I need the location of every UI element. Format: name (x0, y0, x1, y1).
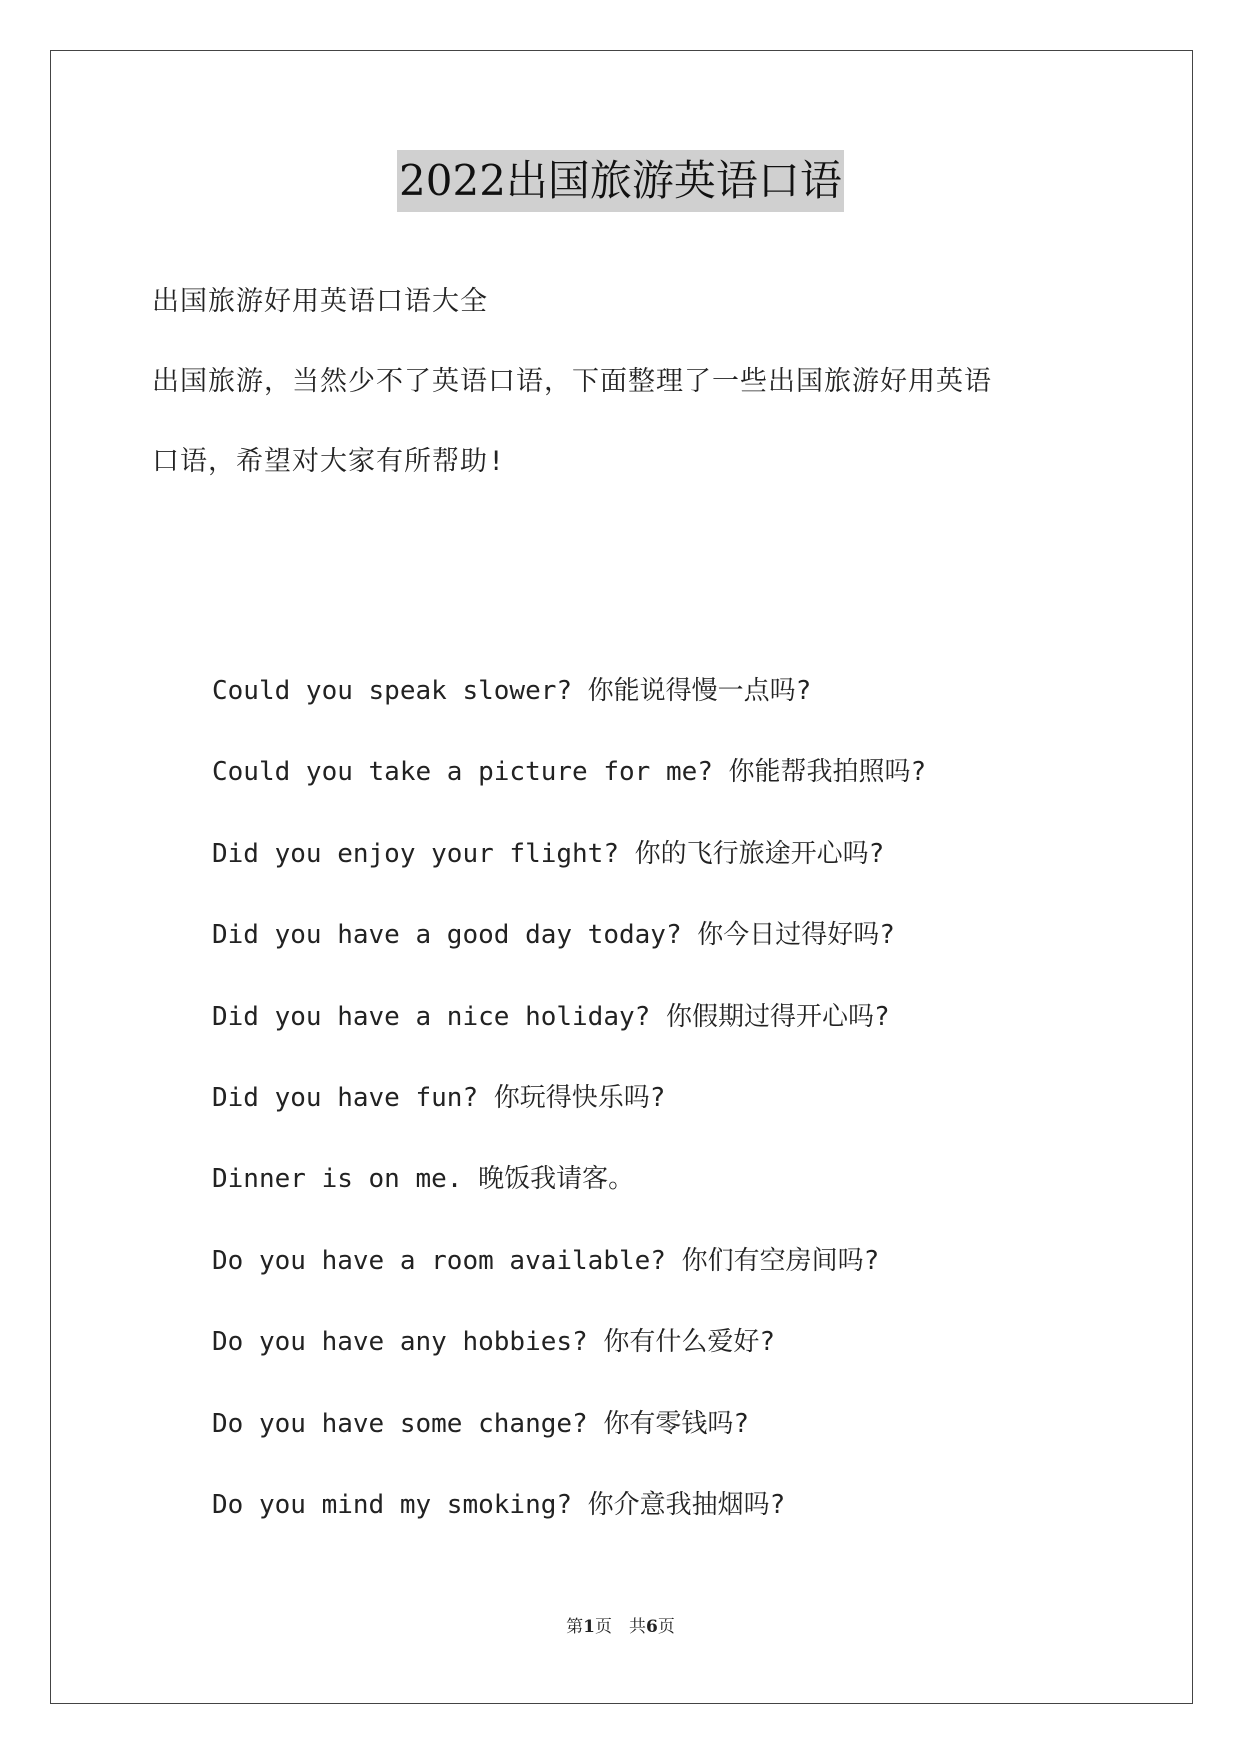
phrase-item: Could you take a picture for me? 你能帮我拍照吗? (212, 757, 927, 788)
page-label-mid: 页 共 (595, 1617, 646, 1637)
phrase-item: Could you speak slower? 你能说得慢一点吗? (212, 676, 812, 706)
page-label-suffix: 页 (657, 1617, 675, 1637)
phrase-item: Do you have some change? 你有零钱吗? (212, 1408, 749, 1439)
phrase-item: Dinner is on me. 晚饭我请客。 (212, 1164, 635, 1195)
total-page-number: 6 (646, 1617, 658, 1637)
phrase-item: Do you mind my smoking? 你介意我抽烟吗? (212, 1490, 786, 1521)
subtitle: 出国旅游好用英语口语大全 (152, 286, 488, 317)
phrase-item: Do you have a room available? 你们有空房间吗? (212, 1245, 880, 1276)
page-footer (0, 1612, 1241, 1637)
intro-section (152, 262, 1092, 502)
phrase-item: Do you have any hobbies? 你有什么爱好? (212, 1327, 775, 1358)
phrase-item: Did you enjoy your flight? 你的飞行旅途开心吗? (212, 838, 885, 869)
document-title: 2022出国旅游英语口语 (397, 150, 844, 212)
current-page-number: 1 (583, 1617, 595, 1637)
phrase-list (212, 651, 1112, 1546)
phrase-item: Did you have a good day today? 你今日过得好吗? (212, 920, 895, 951)
intro-paragraph-line-2: 口语，希望对大家有所帮助! (152, 446, 506, 477)
intro-paragraph-line-1: 出国旅游，当然少不了英语口语，下面整理了一些出国旅游好用英语 (152, 366, 992, 397)
title-container (0, 150, 1241, 212)
page-label-prefix: 第 (566, 1617, 584, 1637)
phrase-item: Did you have a nice holiday? 你假期过得开心吗? (212, 1001, 890, 1032)
phrase-item: Did you have fun? 你玩得快乐吗? (212, 1083, 666, 1114)
